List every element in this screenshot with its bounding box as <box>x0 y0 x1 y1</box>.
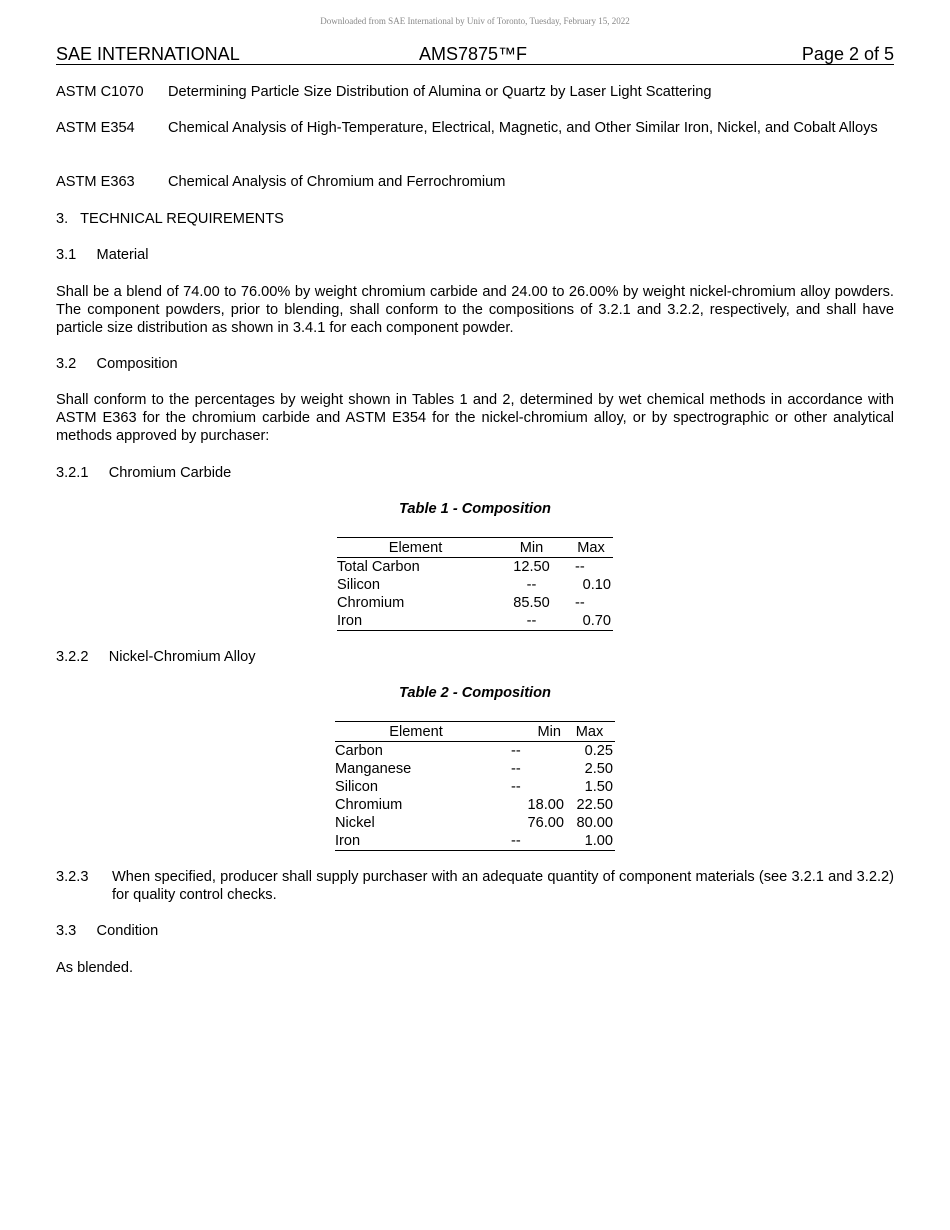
table-row <box>335 814 615 832</box>
table-row <box>335 760 615 778</box>
composition-paragraph: Shall conform to the percentages by weight shown in Tables 1 and 2, determined by wet chemical methods in accordance with ASTM E363 for the chromium carbide and ASTM E354 for the nickel-chromium alloy, or by spectrographic or other analytical methods approved by purchaser: <box>56 392 894 444</box>
table-row <box>337 558 613 577</box>
cell-max: 0.10 <box>582 577 611 593</box>
section-heading-3-2-2: 3.2.2 Nickel-Chromium Alloy <box>56 649 256 665</box>
condition-paragraph: As blended. <box>56 960 134 976</box>
section-number-3-2-3: 3.2.3 <box>56 869 89 885</box>
section-heading-3-1: 3.1 Material <box>56 247 149 263</box>
cell-element: Nickel <box>335 815 375 831</box>
cell-min: -- <box>497 832 564 851</box>
cell-element: Iron <box>335 832 497 851</box>
reference-code: ASTM E354 <box>56 120 135 136</box>
reference-title: Chemical Analysis of Chromium and Ferrochromium <box>168 174 506 190</box>
header-page-number: Page 2 of 5 <box>801 44 894 64</box>
material-paragraph: Shall be a blend of 74.00 to 76.00% by weight chromium carbide and 24.00 to 26.00% by weight nickel-chromium alloy powders. The component powders, prior to blending, shall conform to the compositions of 3.2.1 and 3.2.2, respectively, and shall have particle size distribution as shown in 3.4.1 for each component powder. <box>56 284 894 336</box>
section-heading-3-2-1: 3.2.1 Chromium Carbide <box>56 465 232 481</box>
column-header-min: Min <box>497 722 564 742</box>
table-row <box>335 832 615 851</box>
column-header-element: Element <box>335 722 497 742</box>
cell-min: 12.50 <box>513 559 550 575</box>
cell-element: Silicon <box>335 779 378 795</box>
composition-table-1 <box>337 537 613 631</box>
cell-min: -- <box>511 743 521 759</box>
table-row <box>337 612 613 631</box>
cell-element: Carbon <box>335 743 383 759</box>
cell-element: Silicon <box>337 577 380 593</box>
column-header-max: Max <box>564 722 615 742</box>
page-header <box>56 44 894 65</box>
cell-min: 85.50 <box>513 595 550 611</box>
column-header-min: Min <box>494 538 569 558</box>
composition-table-2 <box>335 721 615 851</box>
cell-max: 0.25 <box>584 743 613 759</box>
section-heading-3: 3. TECHNICAL REQUIREMENTS <box>56 211 284 227</box>
table1-title: Table 1 - Composition <box>399 501 551 517</box>
cell-min: -- <box>511 761 521 777</box>
section-heading-3-3: 3.3 Condition <box>56 923 159 939</box>
cell-max: 80.00 <box>576 815 613 831</box>
header-publisher: SAE INTERNATIONAL <box>56 44 240 64</box>
section-heading-3-2: 3.2 Composition <box>56 356 178 372</box>
reference-code: ASTM E363 <box>56 174 135 190</box>
cell-element: Chromium <box>335 797 403 813</box>
reference-title: Determining Particle Size Distribution of Alumina or Quartz by Laser Light Scattering <box>168 84 712 100</box>
table-header-row <box>335 722 615 742</box>
cell-max: 1.00 <box>564 832 615 851</box>
cell-element: Manganese <box>335 761 412 777</box>
cell-element: Chromium <box>337 595 405 611</box>
cell-min: 18.00 <box>527 797 564 813</box>
cell-min: -- <box>526 577 537 593</box>
cell-max: -- <box>575 559 585 575</box>
cell-max: 1.50 <box>584 779 613 795</box>
cell-max: 22.50 <box>576 797 613 813</box>
table-row <box>337 594 613 612</box>
cell-min: -- <box>511 779 521 795</box>
table2-title: Table 2 - Composition <box>399 685 551 701</box>
table-row <box>335 796 615 814</box>
table-row <box>337 576 613 594</box>
cell-element: Total Carbon <box>337 559 420 575</box>
table-row <box>335 778 615 796</box>
download-banner: Downloaded from SAE International by Univ of Toronto, Tuesday, February 15, 2022 <box>320 16 630 26</box>
table-header-row <box>337 538 613 558</box>
cell-max: -- <box>575 595 585 611</box>
cell-max: 2.50 <box>584 761 613 777</box>
header-document-id: AMS7875™F <box>419 44 528 64</box>
quality-control-paragraph: When specified, producer shall supply purchaser with an adequate quantity of component materials (see 3.2.1 and 3.2.2) for quality control checks. <box>112 869 894 903</box>
cell-element: Iron <box>337 612 494 631</box>
cell-min: -- <box>494 612 569 631</box>
cell-max: 0.70 <box>569 612 613 631</box>
column-header-max: Max <box>569 538 613 558</box>
table-row <box>335 742 615 761</box>
reference-code: ASTM C1070 <box>56 84 144 100</box>
reference-title: Chemical Analysis of High-Temperature, Electrical, Magnetic, and Other Similar Iron, Nickel, and Cobalt Alloys <box>168 120 878 136</box>
cell-min: 76.00 <box>527 815 564 831</box>
column-header-element: Element <box>337 538 494 558</box>
